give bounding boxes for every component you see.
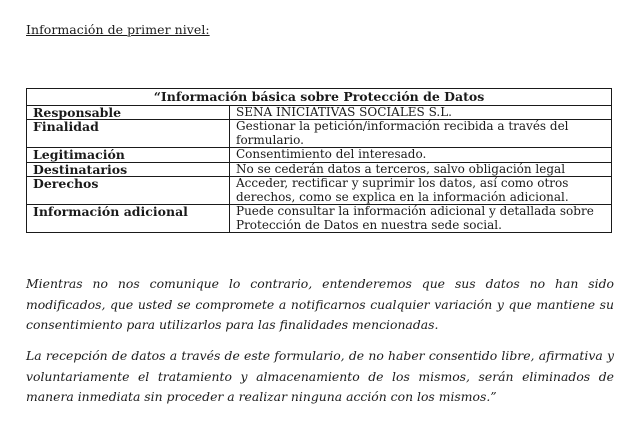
- row-value-responsable: SENA INICIATIVAS SOCIALES S.L.: [230, 105, 612, 120]
- row-key-destinatarios: Destinatarios: [27, 162, 230, 177]
- row-value-informacion-adicional: Puede consultar la información adicional y detallada sobre Protección de Datos en nuestra sede social.: [230, 205, 612, 233]
- row-key-informacion-adicional: Información adicional: [27, 205, 230, 233]
- row-value-legitimacion: Consentimiento del interesado.: [230, 148, 612, 163]
- table-row-derechos: [27, 177, 612, 205]
- table-row-informacion-adicional: [27, 205, 612, 233]
- row-value-finalidad: Gestionar la petición/información recibida a través del formulario.: [230, 120, 612, 148]
- row-value-destinatarios: No se cederán datos a terceros, salvo obligación legal: [230, 162, 612, 177]
- row-key-finalidad: Finalidad: [27, 120, 230, 148]
- paragraph-consent: Mientras no nos comunique lo contrario, entenderemos que sus datos no han sido modificados, que usted se compromete a notificarnos cualquier variación y que mantiene su consentimiento para utilizarlos para las finalidades mencionadas.: [26, 276, 614, 332]
- table-row-finalidad: [27, 120, 612, 148]
- table-row-responsable: [27, 105, 612, 120]
- row-key-derechos: Derechos: [27, 177, 230, 205]
- row-key-responsable: Responsable: [27, 105, 230, 120]
- row-value-derechos: Acceder, rectificar y suprimir los datos, así como otros derechos, como se explica en la información adicional.: [230, 177, 612, 205]
- section-heading: Información de primer nivel:: [26, 22, 210, 37]
- row-key-legitimacion: Legitimación: [27, 148, 230, 163]
- data-protection-table: [26, 88, 612, 233]
- table-row-destinatarios: [27, 162, 612, 177]
- paragraph-data-deletion: La recepción de datos a través de este formulario, de no haber consentido libre, afirmativa y voluntariamente el tratamiento y almacenamiento de los mismos, serán eliminados de manera inmediata sin proceder a realizar ninguna acción con los mismos.”: [26, 348, 614, 404]
- table-title-row: [27, 89, 612, 106]
- table-row-legitimacion: [27, 148, 612, 163]
- table-title: “Información básica sobre Protección de Datos: [27, 89, 612, 106]
